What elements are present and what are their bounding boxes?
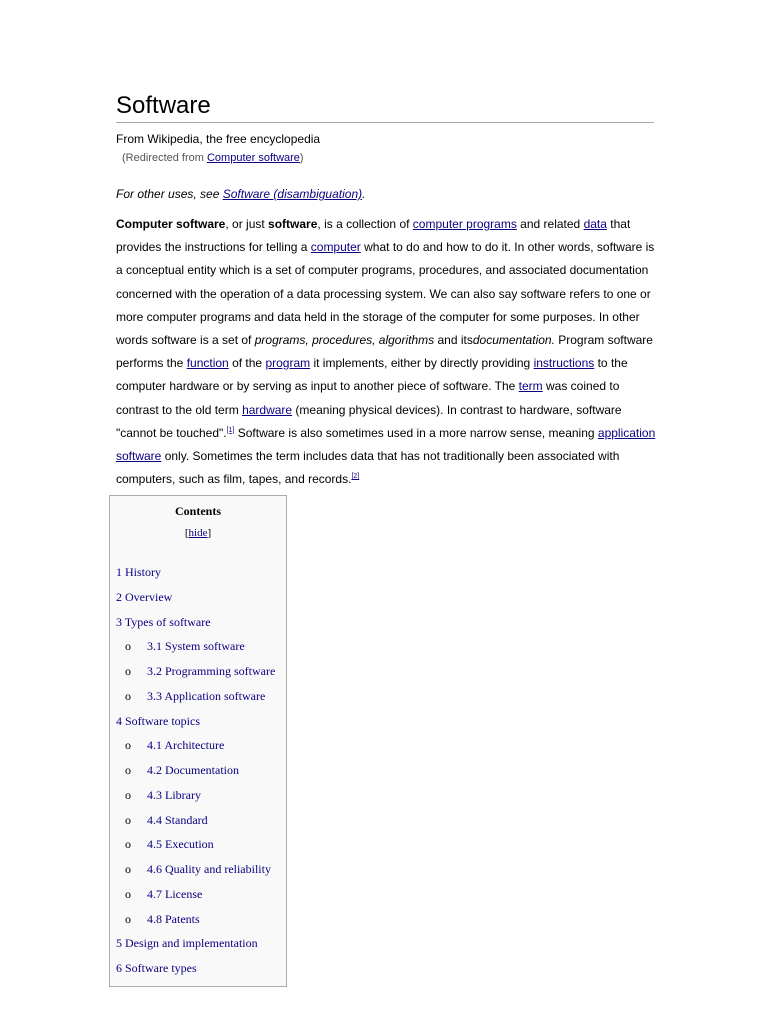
toc-item-label[interactable]: 3.1 System software: [147, 639, 245, 654]
toc-item[interactable]: [125, 639, 245, 654]
redirect-link[interactable]: Computer software: [206, 152, 300, 164]
toc-item-label[interactable]: 4.8 Patents: [147, 911, 200, 926]
table-of-contents: [109, 495, 287, 987]
toc-item-label[interactable]: 4.4 Standard: [147, 812, 208, 827]
toc-bullet: o: [125, 911, 131, 926]
toc-bullet: o: [125, 862, 131, 876]
lead-text: , is a collection of: [317, 217, 413, 231]
lead-text: (meaning physical devices). In contrast to hardware, software "cannot be touched".: [116, 402, 622, 440]
toc-item[interactable]: [116, 961, 197, 976]
toc-item[interactable]: [116, 590, 172, 605]
toc-title: Contents: [174, 504, 221, 518]
toc-hide-toggle: [110, 527, 286, 539]
toc-item[interactable]: [125, 862, 271, 877]
lead-text: that provides the instructions for telling a: [116, 217, 631, 255]
lead-text: it implements, either by directly providing: [310, 356, 534, 371]
lead-text: , or just: [225, 217, 269, 231]
toc-item-label[interactable]: 6 Software types: [116, 961, 197, 975]
redirect-suffix: ): [299, 152, 304, 164]
toc-item-label[interactable]: 1 History: [116, 565, 161, 579]
toc-item-label[interactable]: 4 Software topics: [116, 713, 200, 728]
lead-text: of the: [228, 356, 266, 371]
lead-bold-term: software: [268, 217, 318, 231]
link-hardware[interactable]: hardware: [242, 402, 293, 417]
disambiguation-link[interactable]: Software (disambiguation): [222, 187, 363, 201]
lead-italic: documentation.: [472, 333, 555, 348]
link-data[interactable]: data: [583, 217, 607, 231]
toc-item[interactable]: [116, 615, 211, 630]
redirect-note: [122, 151, 304, 166]
toc-item-label[interactable]: 3.3 Application software: [147, 688, 266, 703]
toc-bracket: ]: [207, 527, 212, 539]
lead-text: was coined to contrast to the old term: [116, 379, 620, 417]
toc-bullet: o: [125, 886, 131, 901]
toc-bullet: o: [125, 664, 131, 678]
toc-item-label[interactable]: 4.1 Architecture: [147, 738, 225, 753]
toc-bracket: [: [184, 527, 189, 539]
hatnote-prefix: For other uses, see: [116, 187, 223, 201]
lead-italic: programs, procedures, algorithms: [254, 333, 435, 348]
hatnote-suffix: .: [362, 187, 366, 201]
lead-text: only. Sometimes the term includes data that has not traditionally been associated with computers, such as film, tapes, and records.: [116, 449, 620, 487]
link-computer-programs[interactable]: computer programs: [412, 217, 517, 231]
lead-text: Program software performs the: [116, 333, 653, 371]
link-term[interactable]: term: [518, 379, 543, 394]
link-application-software[interactable]: application software: [116, 425, 656, 464]
toc-item-label[interactable]: 4.7 License: [147, 886, 203, 901]
toc-item-label[interactable]: 3 Types of software: [116, 614, 211, 629]
toc-item[interactable]: [116, 565, 161, 580]
toc-item[interactable]: [125, 689, 265, 704]
toc-hide-link[interactable]: hide: [188, 527, 208, 539]
lead-text: and related: [516, 217, 584, 231]
lead-bold-term: Computer software: [116, 217, 226, 231]
reference-link-1[interactable]: [1]: [226, 426, 235, 434]
link-instructions[interactable]: instructions: [533, 356, 595, 371]
toc-item[interactable]: [116, 714, 200, 729]
link-program[interactable]: program: [265, 356, 311, 371]
toc-item[interactable]: [125, 763, 239, 778]
toc-item-label[interactable]: 4.2 Documentation: [147, 763, 239, 777]
lead-text: and its: [434, 333, 473, 348]
toc-bullet: o: [125, 688, 131, 703]
toc-item-label[interactable]: 2 Overview: [116, 589, 173, 604]
toc-bullet: o: [125, 787, 131, 802]
toc-item-label[interactable]: 3.2 Programming software: [147, 664, 276, 678]
toc-item[interactable]: [125, 887, 202, 902]
link-computer[interactable]: computer: [310, 240, 361, 255]
lead-text: to the computer hardware or by serving as input to another piece of software. The: [116, 356, 628, 394]
toc-bullet: o: [125, 738, 131, 753]
toc-bullet: o: [125, 812, 131, 827]
toc-item[interactable]: [125, 912, 200, 927]
toc-bullet: o: [125, 639, 131, 654]
lead-text: Software is also sometimes used in a more narrow sense, meaning: [234, 425, 598, 440]
link-function[interactable]: function: [186, 356, 229, 371]
lead-text: what to do and how to do it. In other words, software is a conceptual entity which is a set of computer programs, procedures, and associated documentation concerned with the operation of a data processing system. We can also say software refers to one or more computer programs and data held in the storage of the computer for some purposes. In other words software is a set of: [116, 240, 655, 348]
toc-item[interactable]: [125, 813, 208, 828]
hatnote: [116, 186, 365, 203]
toc-item[interactable]: [125, 837, 214, 852]
page-title: Software: [116, 92, 654, 123]
toc-bullet: o: [125, 837, 131, 852]
reference-link-2[interactable]: [2]: [351, 473, 360, 481]
toc-item-label[interactable]: 5 Design and implementation: [116, 936, 258, 951]
toc-item[interactable]: [125, 788, 201, 803]
tagline: From Wikipedia, the free encyclopedia: [116, 132, 321, 146]
toc-item-label[interactable]: 4.3 Library: [147, 787, 201, 802]
toc-bullet: o: [125, 763, 131, 777]
toc-item-label[interactable]: 4.6 Quality and reliability: [147, 862, 271, 876]
toc-item[interactable]: [116, 936, 258, 951]
toc-item-label[interactable]: 4.5 Execution: [147, 837, 214, 852]
lead-paragraph: [116, 213, 656, 491]
toc-item[interactable]: [125, 738, 224, 753]
toc-item[interactable]: [125, 664, 275, 679]
redirect-prefix: (Redirected from: [122, 152, 207, 164]
